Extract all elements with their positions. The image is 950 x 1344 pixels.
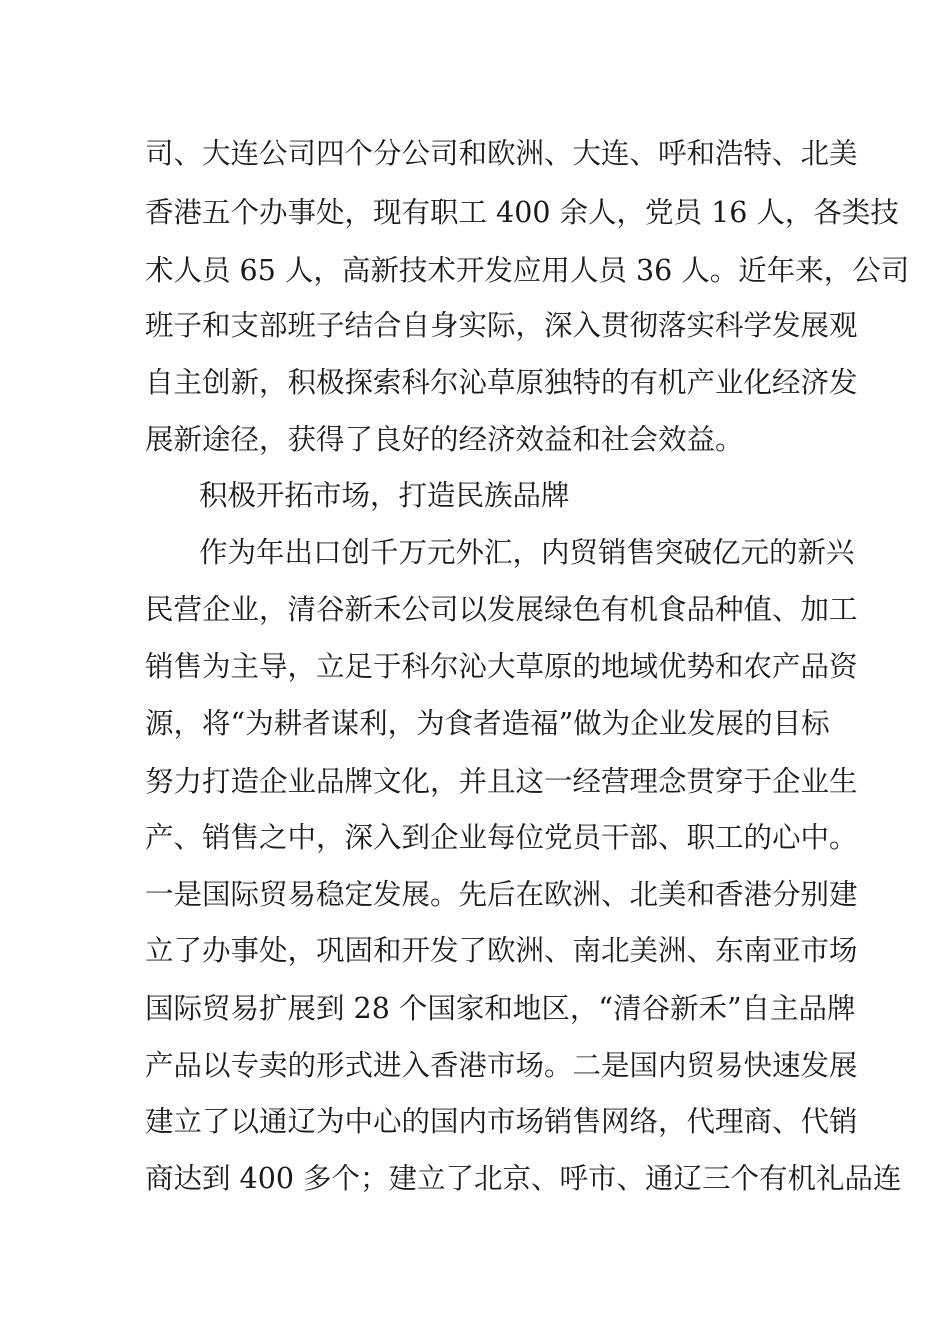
text-line: 建立了以通辽为中心的国内市场销售网络，代理商、代销 [145, 1105, 858, 1138]
text-line: 展新途径，获得了良好的经济效益和社会效益。 [145, 423, 744, 456]
text-line: 一是国际贸易稳定发展。先后在欧洲、北美和香港分别建 [145, 878, 858, 911]
paragraph-first-line: 作为年出口创千万元外汇，内贸销售突破亿元的新兴 [199, 536, 855, 569]
text-line: 销售为主导，立足于科尔沁大草原的地域优势和农产品资 [145, 650, 858, 683]
section-heading: 积极开拓市场，打造民族品牌 [199, 479, 570, 512]
text-line: 自主创新，积极探索科尔沁草原独特的有机产业化经济发 [145, 366, 858, 399]
text-line: 产品以专卖的形式进入香港市场。二是国内贸易快速发展 [145, 1049, 858, 1082]
text-line: 司、大连公司四个分公司和欧洲、大连、呼和浩特、北美 [145, 137, 858, 170]
text-line: 立了办事处，巩固和开发了欧洲、南北美洲、东南亚市场 [145, 934, 858, 967]
text-line: 源，将“为耕者谋利，为食者造福”做为企业发展的目标 [145, 707, 830, 740]
text-line: 产、销售之中，深入到企业每位党员干部、职工的心中。 [145, 821, 858, 854]
text-line: 国际贸易扩展到 28 个国家和地区，“清谷新禾”自主品牌 [145, 992, 856, 1025]
text-line: 香港五个办事处，现有职工 400 余人，党员 16 人，各类技 [145, 196, 899, 229]
text-line: 班子和支部班子结合自身实际，深入贯彻落实科学发展观 [145, 309, 858, 342]
text-line: 商达到 400 多个；建立了北京、呼市、通辽三个有机礼品连 [145, 1162, 902, 1195]
text-line: 术人员 65 人，高新技术开发应用人员 36 人。近年来，公司 [145, 254, 910, 287]
text-line: 民营企业，清谷新禾公司以发展绿色有机食品种值、加工 [145, 593, 858, 626]
text-line: 努力打造企业品牌文化，并且这一经营理念贯穿于企业生 [145, 765, 858, 798]
